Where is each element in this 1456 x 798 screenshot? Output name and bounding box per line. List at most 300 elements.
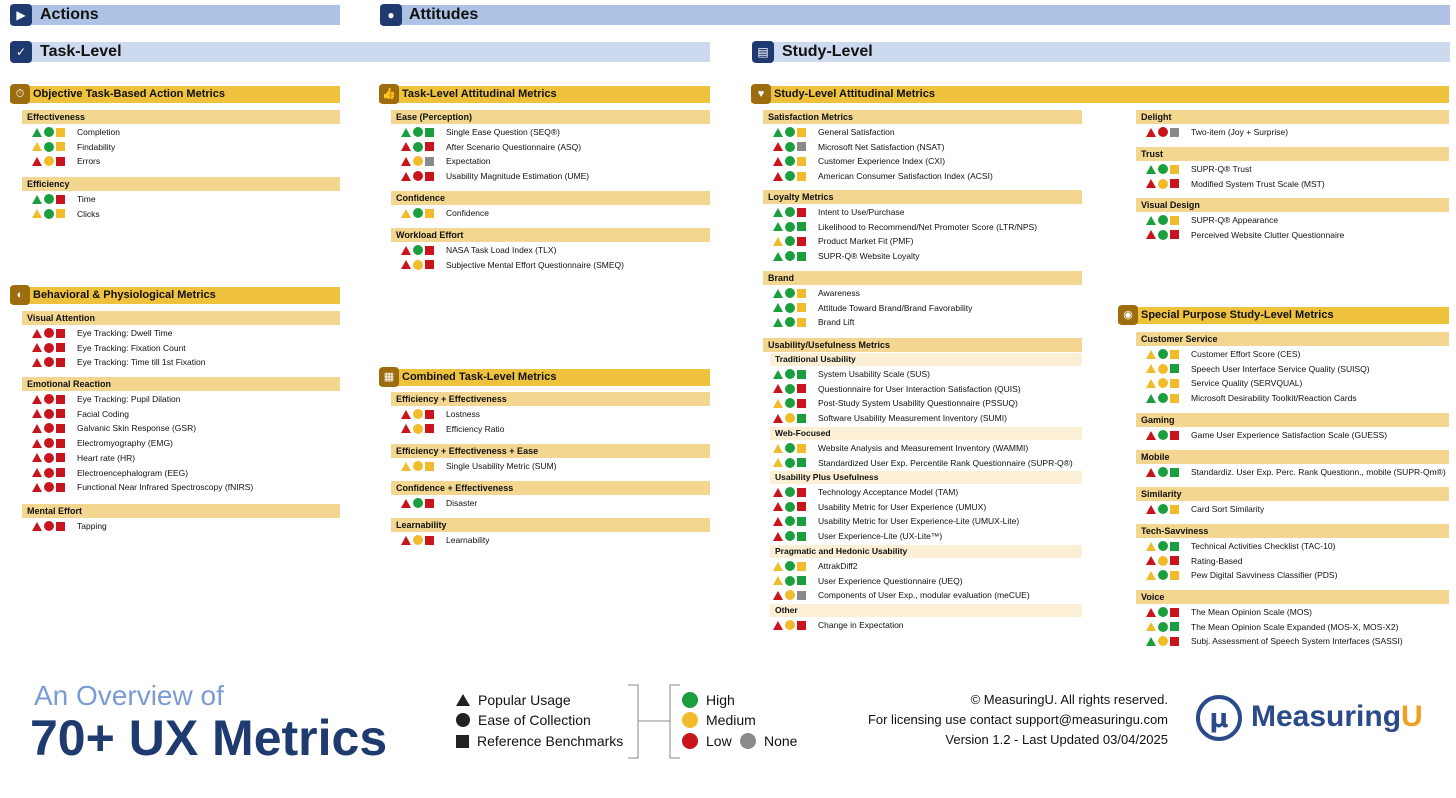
metric-label: Disaster	[446, 498, 478, 508]
rating-icons	[401, 171, 446, 181]
metric-row	[401, 243, 556, 257]
metric-label: Lostness	[446, 409, 481, 419]
metric-row	[32, 519, 107, 533]
thumbs-up-icon: 👍	[379, 84, 399, 104]
metric-row	[1146, 620, 1398, 634]
document-icon: ▤	[752, 41, 774, 63]
metric-row	[32, 436, 173, 450]
metric-row	[32, 451, 135, 465]
metric-label: Single Usability Metric (SUM)	[446, 461, 557, 471]
ease-circle-icon	[1158, 570, 1168, 580]
popular-usage-triangle-icon	[1146, 571, 1156, 580]
metric-label: Perceived Website Clutter Questionnaire	[1191, 229, 1345, 240]
legend-reference-benchmarks	[456, 733, 623, 749]
popular-usage-triangle-icon	[32, 424, 42, 433]
logo-text-accent: U	[1401, 700, 1423, 733]
benchmark-square-icon	[797, 318, 806, 327]
metric-row	[401, 496, 477, 510]
metric-label: AttrakDiff2	[818, 561, 858, 571]
benchmark-square-icon	[1170, 379, 1179, 388]
benchmark-square-icon	[56, 468, 65, 477]
rating-icons	[773, 317, 818, 327]
metric-row	[32, 125, 120, 139]
benchmark-square-icon	[1170, 571, 1179, 580]
rating-icons	[401, 142, 446, 152]
ease-circle-icon	[785, 127, 795, 137]
popular-usage-triangle-icon	[773, 444, 783, 453]
metric-row	[1146, 391, 1357, 405]
metric-label: Website Analysis and Measurement Inventory (WAMMI)	[818, 443, 1029, 453]
rating-icons	[773, 443, 818, 453]
group-header: Loyalty Metrics	[763, 190, 1082, 204]
rating-icons	[1146, 636, 1191, 646]
ease-circle-icon	[44, 409, 54, 419]
benchmark-square-icon	[425, 128, 434, 137]
popular-usage-triangle-icon	[1146, 165, 1156, 174]
legend-none	[740, 733, 797, 749]
rating-icons	[773, 516, 818, 526]
group-header: Traditional Usability	[770, 353, 1082, 366]
rating-icons	[32, 343, 77, 353]
metric-row	[1146, 162, 1252, 176]
rating-icons	[32, 127, 77, 137]
ease-circle-icon	[1158, 541, 1168, 551]
metric-label: Card Sort Similarity	[1191, 504, 1265, 514]
group-header: Web-Focused	[770, 427, 1082, 440]
rating-icons	[401, 409, 446, 419]
group-header: Effectiveness	[22, 110, 340, 124]
metric-label: Learnability	[446, 535, 490, 545]
benchmark-square-icon	[425, 172, 434, 181]
metric-label: User Experience Questionnaire (UEQ)	[818, 575, 963, 586]
metric-row	[773, 315, 854, 329]
popular-usage-triangle-icon	[401, 128, 411, 137]
metric-label: Eye Tracking: Dwell Time	[77, 328, 173, 338]
section-behavioral	[10, 287, 340, 304]
ease-circle-icon	[44, 328, 54, 338]
benchmark-square-icon	[1170, 608, 1179, 617]
benchmark-square-icon	[797, 128, 806, 137]
benchmark-square-icon	[56, 522, 65, 531]
rating-icons	[1146, 230, 1191, 240]
rating-icons	[401, 127, 446, 137]
rating-icons	[773, 502, 818, 512]
metric-row	[401, 258, 624, 272]
popular-usage-triangle-icon	[32, 209, 42, 218]
metric-label: Usability Metric for User Experience-Lite (UMUX-Lite)	[818, 516, 1020, 527]
ease-circle-icon	[1158, 349, 1168, 359]
benchmark-square-icon	[797, 157, 806, 166]
ease-circle-icon	[785, 384, 795, 394]
popular-usage-triangle-icon	[1146, 468, 1156, 477]
metric-row	[773, 367, 930, 381]
popular-usage-triangle-icon	[32, 439, 42, 448]
metric-label: Eye Tracking: Pupil Dilation	[77, 394, 181, 404]
metric-row	[1146, 605, 1312, 619]
ease-circle-icon	[785, 303, 795, 313]
rating-icons	[401, 498, 446, 508]
metric-label: General Satisfaction	[818, 127, 895, 137]
metric-label: Findability	[77, 141, 116, 152]
metric-label: The Mean Opinion Scale (MOS)	[1191, 607, 1312, 617]
benchmark-square-icon	[797, 208, 806, 217]
legend-label: Low	[706, 733, 732, 749]
ease-circle-icon	[1158, 430, 1168, 440]
ease-circle-icon	[785, 317, 795, 327]
rating-icons	[773, 156, 818, 166]
metric-row	[32, 421, 196, 435]
popular-usage-triangle-icon	[1146, 556, 1156, 565]
square-icon	[456, 735, 469, 748]
ease-circle-icon	[413, 424, 423, 434]
ease-circle-icon	[785, 620, 795, 630]
metric-label: NASA Task Load Index (TLX)	[446, 245, 557, 255]
popular-usage-triangle-icon	[773, 128, 783, 137]
popular-usage-triangle-icon	[32, 409, 42, 418]
metric-row	[1146, 554, 1243, 568]
rating-icons	[32, 394, 77, 404]
blocks-icon: ▦	[379, 367, 399, 387]
rating-icons	[1146, 541, 1191, 551]
group-header: Customer Service	[1136, 332, 1449, 346]
metric-label: Galvanic Skin Response (GSR)	[77, 423, 197, 434]
legend-label: Ease of Collection	[478, 712, 591, 728]
group-header: Brand	[763, 271, 1082, 285]
rating-icons	[1146, 215, 1191, 225]
ease-circle-icon	[413, 171, 423, 181]
benchmark-square-icon	[797, 621, 806, 630]
metric-label: Eye Tracking: Time till 1st Fixation	[77, 357, 206, 368]
triangle-icon	[456, 694, 470, 706]
benchmark-square-icon	[797, 458, 806, 467]
rating-icons	[32, 328, 77, 338]
benchmark-square-icon	[56, 439, 65, 448]
benchmark-square-icon	[425, 462, 434, 471]
benchmark-square-icon	[425, 260, 434, 269]
metric-label: Electromyography (EMG)	[77, 438, 173, 449]
metric-row	[773, 411, 1007, 425]
metric-row	[32, 407, 129, 421]
metric-row	[1146, 177, 1325, 191]
group-header: Efficiency + Effectiveness + Ease	[391, 444, 710, 458]
section-title: Task-Level Attitudinal Metrics	[402, 88, 557, 100]
ease-circle-icon	[1158, 364, 1168, 374]
popular-usage-triangle-icon	[773, 252, 783, 261]
metric-label: Electroencephalogram (EEG)	[77, 467, 189, 478]
group-header: Trust	[1136, 147, 1449, 161]
metric-row	[773, 205, 904, 219]
popular-usage-triangle-icon	[773, 414, 783, 423]
ease-circle-icon	[1158, 556, 1168, 566]
benchmark-square-icon	[56, 142, 65, 151]
metric-label: Standardiz. User Exp. Perc. Rank Questionn., mobile (SUPR-Qm®)	[1191, 467, 1446, 477]
popular-usage-triangle-icon	[1146, 216, 1156, 225]
metric-row	[773, 514, 1019, 528]
popular-usage-triangle-icon	[773, 488, 783, 497]
popular-usage-triangle-icon	[1146, 431, 1156, 440]
metric-label: Subjective Mental Effort Questionnaire (SMEQ)	[446, 259, 624, 270]
ease-circle-icon	[44, 142, 54, 152]
rating-icons	[32, 209, 77, 219]
metric-row	[1146, 213, 1278, 227]
legend-label: Popular Usage	[478, 692, 571, 708]
metric-label: SUPR-Q® Website Loyalty	[818, 251, 920, 262]
metric-row	[773, 588, 1030, 602]
metric-row	[1146, 465, 1446, 479]
attitudes-header	[380, 5, 1450, 25]
popular-usage-triangle-icon	[401, 246, 411, 255]
ease-circle-icon	[1158, 179, 1168, 189]
benchmark-square-icon	[797, 488, 806, 497]
ease-circle-icon	[413, 127, 423, 137]
rating-icons	[1146, 504, 1191, 514]
popular-usage-triangle-icon	[1146, 505, 1156, 514]
ease-circle-icon	[785, 236, 795, 246]
section-combined	[379, 369, 710, 386]
popular-usage-triangle-icon	[773, 576, 783, 585]
ease-circle-icon	[413, 142, 423, 152]
benchmark-square-icon	[1170, 165, 1179, 174]
metric-row	[32, 392, 180, 406]
benchmark-square-icon	[425, 410, 434, 419]
benchmark-square-icon	[797, 222, 806, 231]
benchmark-square-icon	[425, 209, 434, 218]
rating-icons	[401, 424, 446, 434]
metric-row	[1146, 502, 1264, 516]
section-special-purpose	[1118, 307, 1449, 324]
rating-icons	[773, 384, 818, 394]
metric-row	[1146, 634, 1403, 648]
popular-usage-triangle-icon	[401, 462, 411, 471]
ease-circle-icon	[44, 127, 54, 137]
popular-usage-triangle-icon	[773, 591, 783, 600]
rating-icons	[773, 127, 818, 137]
task-level-title: Task-Level	[40, 43, 122, 60]
rating-icons	[401, 461, 446, 471]
metric-label: Heart rate (HR)	[77, 452, 136, 463]
benchmark-square-icon	[56, 395, 65, 404]
group-header: Other	[770, 604, 1082, 617]
popular-usage-triangle-icon	[401, 142, 411, 151]
metric-label: Confidence	[446, 208, 490, 218]
metric-label: Customer Effort Score (CES)	[1191, 349, 1301, 359]
ease-circle-icon	[785, 398, 795, 408]
metric-row	[32, 480, 253, 494]
benchmark-square-icon	[797, 142, 806, 151]
benchmark-square-icon	[56, 409, 65, 418]
legend-medium	[682, 712, 756, 728]
ease-circle-icon	[785, 576, 795, 586]
rating-icons	[773, 171, 818, 181]
benchmark-square-icon	[1170, 128, 1179, 137]
popular-usage-triangle-icon	[32, 468, 42, 477]
group-header: Usability Plus Usefulness	[770, 471, 1082, 484]
metric-row	[401, 154, 490, 168]
ease-circle-icon	[1158, 393, 1168, 403]
rating-icons	[401, 156, 446, 166]
rating-icons	[32, 409, 77, 419]
metric-row	[401, 140, 581, 154]
metric-label: SUPR-Q® Trust	[1191, 164, 1252, 174]
metric-row	[32, 466, 188, 480]
ease-circle-icon	[413, 409, 423, 419]
metric-row	[773, 618, 904, 632]
metric-row	[32, 326, 172, 340]
benchmark-square-icon	[56, 195, 65, 204]
overview-title: 70+ UX Metrics	[30, 710, 388, 766]
legend-label: High	[706, 692, 735, 708]
ease-circle-icon	[44, 468, 54, 478]
metric-label: Technology Acceptance Model (TAM)	[818, 487, 959, 497]
ease-circle-icon	[1158, 467, 1168, 477]
copyright-text: © MeasuringU. All rights reserved.	[970, 692, 1168, 707]
popular-usage-triangle-icon	[32, 195, 42, 204]
metric-row	[773, 234, 913, 248]
benchmark-square-icon	[797, 289, 806, 298]
benchmark-square-icon	[797, 252, 806, 261]
metric-label: Speech User Interface Service Quality (SUISQ)	[1191, 363, 1370, 374]
popular-usage-triangle-icon	[401, 410, 411, 419]
metric-row	[32, 140, 115, 154]
legend-label: Reference Benchmarks	[477, 733, 624, 749]
section-objective-task	[10, 86, 340, 103]
legend-bracket-icon	[626, 684, 682, 760]
metric-row	[773, 286, 860, 300]
metric-label: Errors	[77, 156, 101, 167]
section-title: Objective Task-Based Action Metrics	[33, 88, 225, 100]
rating-icons	[32, 468, 77, 478]
group-header: Satisfaction Metrics	[763, 110, 1082, 124]
licensing-text: For licensing use contact support@measuringu.com	[867, 712, 1168, 727]
rating-icons	[1146, 349, 1191, 359]
benchmark-square-icon	[797, 532, 806, 541]
clipboard-check-icon: ✓	[10, 41, 32, 63]
metric-row	[773, 396, 1018, 410]
popular-usage-triangle-icon	[32, 157, 42, 166]
metric-label: Time	[77, 194, 96, 204]
legend-high	[682, 692, 735, 708]
metric-label: SUPR-Q® Appearance	[1191, 215, 1279, 225]
ease-circle-icon	[785, 531, 795, 541]
popular-usage-triangle-icon	[773, 303, 783, 312]
measuringu-logo	[1195, 694, 1435, 744]
rating-icons	[32, 423, 77, 433]
popular-usage-triangle-icon	[773, 517, 783, 526]
ease-circle-icon	[44, 156, 54, 166]
metric-row	[32, 341, 186, 355]
metric-row	[773, 500, 986, 514]
group-header: Voice	[1136, 590, 1449, 604]
low-blob-icon	[682, 733, 698, 749]
popular-usage-triangle-icon	[32, 343, 42, 352]
popular-usage-triangle-icon	[32, 142, 42, 151]
rating-icons	[773, 369, 818, 379]
svg-text:μ: μ	[1209, 704, 1229, 734]
popular-usage-triangle-icon	[773, 237, 783, 246]
benchmark-square-icon	[56, 424, 65, 433]
benchmark-square-icon	[797, 517, 806, 526]
benchmark-square-icon	[425, 536, 434, 545]
benchmark-square-icon	[56, 329, 65, 338]
ease-circle-icon	[413, 260, 423, 270]
play-icon: ▶	[10, 4, 32, 26]
metric-label: Awareness	[818, 288, 860, 298]
metric-label: Questionnaire for User Interaction Satisfaction (QUIS)	[818, 383, 1021, 394]
metric-row	[1146, 347, 1300, 361]
popular-usage-triangle-icon	[1146, 179, 1156, 188]
popular-usage-triangle-icon	[773, 399, 783, 408]
benchmark-square-icon	[1170, 468, 1179, 477]
ease-circle-icon	[785, 413, 795, 423]
rating-icons	[773, 576, 818, 586]
metric-row	[773, 441, 1028, 455]
heart-icon: ♥	[751, 84, 771, 104]
metric-label: System Usability Scale (SUS)	[818, 369, 930, 379]
group-header: Gaming	[1136, 413, 1449, 427]
rating-icons	[32, 142, 77, 152]
popular-usage-triangle-icon	[773, 157, 783, 166]
rating-icons	[32, 194, 77, 204]
group-header: Mental Effort	[22, 504, 340, 518]
metric-row	[1146, 428, 1387, 442]
popular-usage-triangle-icon	[401, 260, 411, 269]
ease-circle-icon	[785, 487, 795, 497]
ease-circle-icon	[44, 343, 54, 353]
metric-row	[401, 169, 589, 183]
rating-icons	[1146, 393, 1191, 403]
benchmark-square-icon	[797, 303, 806, 312]
metric-label: Usability Metric for User Experience (UMUX)	[818, 501, 987, 512]
ease-circle-icon	[1158, 164, 1168, 174]
metric-row	[1146, 362, 1370, 376]
metric-label: Completion	[77, 127, 120, 137]
legend-label: Medium	[706, 712, 756, 728]
metric-row	[773, 559, 858, 573]
metric-label: Components of User Exp., modular evaluation (meCUE)	[818, 590, 1030, 601]
rating-icons	[401, 208, 446, 218]
metric-row	[773, 382, 1021, 396]
ease-circle-icon	[44, 482, 54, 492]
benchmark-square-icon	[797, 399, 806, 408]
metric-label: After Scenario Questionnaire (ASQ)	[446, 141, 582, 152]
rating-icons	[1146, 364, 1191, 374]
rating-icons	[773, 590, 818, 600]
benchmark-square-icon	[797, 370, 806, 379]
popular-usage-triangle-icon	[773, 208, 783, 217]
ease-circle-icon	[785, 369, 795, 379]
popular-usage-triangle-icon	[401, 536, 411, 545]
group-header: Delight	[1136, 110, 1449, 124]
benchmark-square-icon	[797, 562, 806, 571]
rating-icons	[773, 413, 818, 423]
metric-row	[32, 207, 100, 221]
study-level-title: Study-Level	[782, 43, 873, 60]
metric-label: Usability Magnitude Estimation (UME)	[446, 171, 590, 182]
mu-logo-icon	[1195, 694, 1243, 742]
legend-label: None	[764, 733, 798, 749]
benchmark-square-icon	[1170, 622, 1179, 631]
metric-row	[1146, 539, 1335, 553]
popular-usage-triangle-icon	[32, 483, 42, 492]
rating-icons	[773, 207, 818, 217]
popular-usage-triangle-icon	[401, 157, 411, 166]
rating-icons	[773, 458, 818, 468]
robot-icon: ◉	[1118, 305, 1138, 325]
metric-label: Microsoft Net Satisfaction (NSAT)	[818, 141, 945, 152]
logo-text-main: Measuring	[1251, 700, 1402, 733]
rating-icons	[773, 288, 818, 298]
benchmark-square-icon	[425, 246, 434, 255]
